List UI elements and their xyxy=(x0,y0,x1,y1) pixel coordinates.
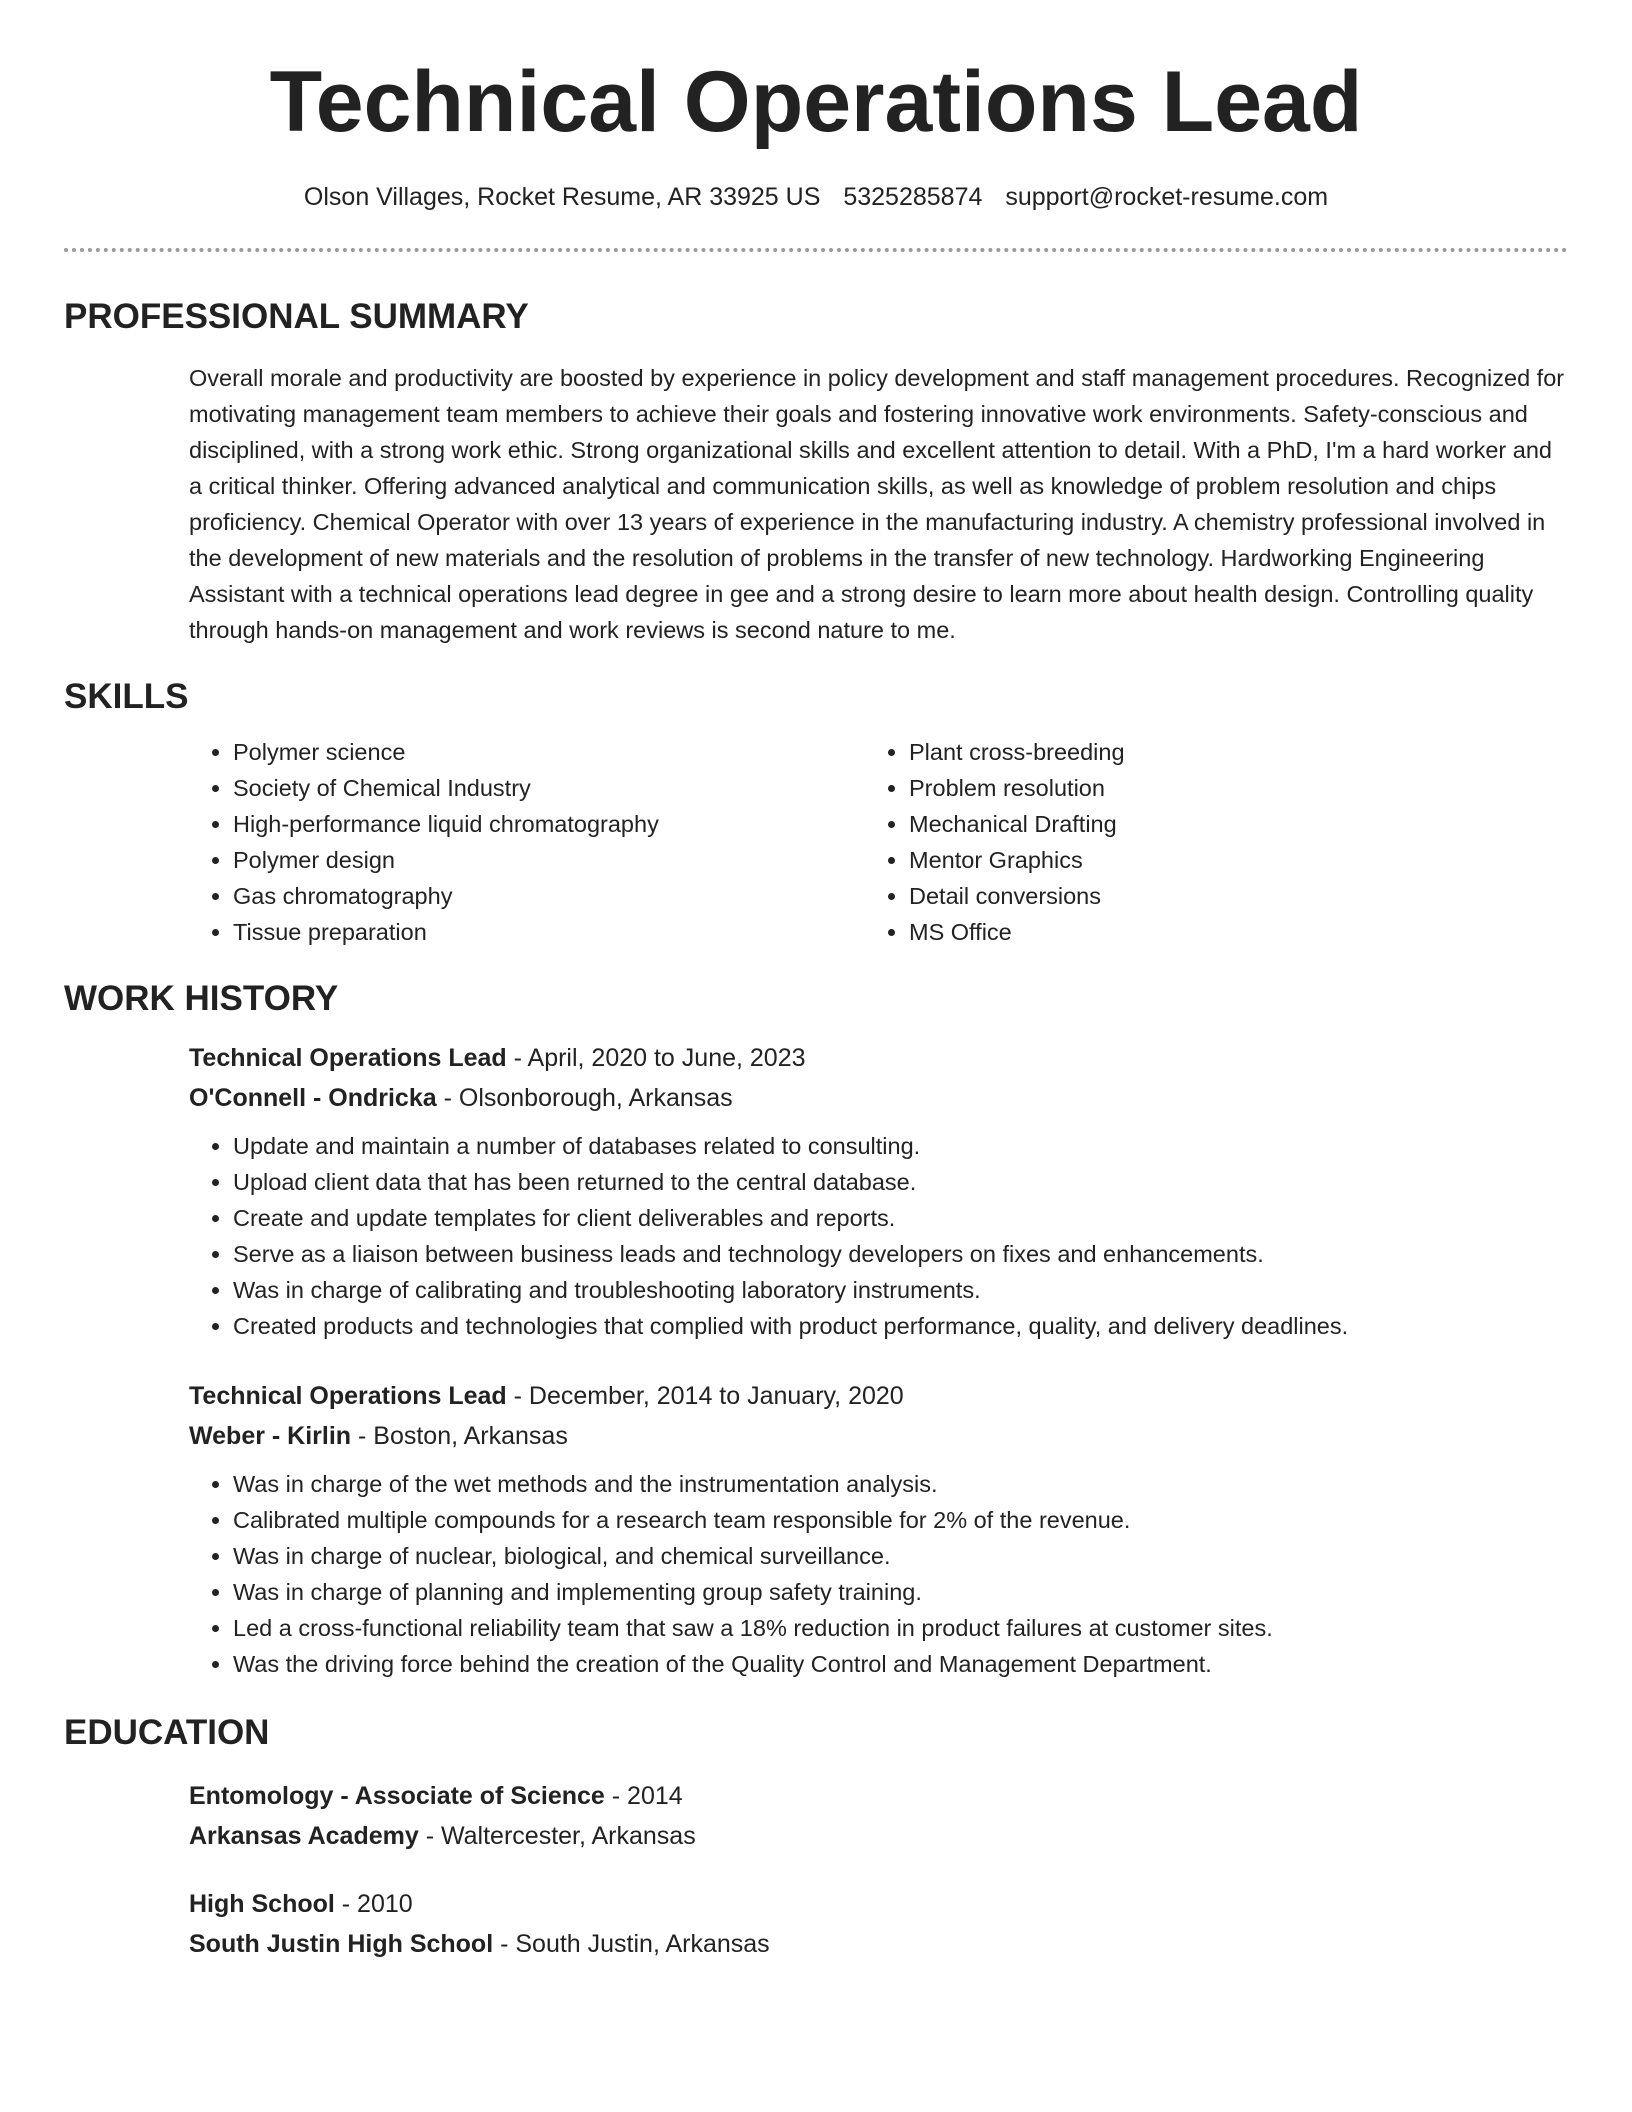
education-degree: High School xyxy=(189,1890,335,1918)
skills-column-left xyxy=(189,734,865,950)
job-dates: - April, 2020 to June, 2023 xyxy=(506,1044,806,1072)
job-bullets xyxy=(189,1128,1568,1344)
skill-item: • Problem resolution xyxy=(909,770,1125,806)
education-year: - 2010 xyxy=(334,1890,413,1918)
skill-item: • Polymer science xyxy=(233,734,865,770)
work-history-heading: WORK HISTORY xyxy=(64,979,339,1018)
skills-column-right xyxy=(865,734,1125,950)
education-school-line xyxy=(189,1924,1568,1964)
job-dates: - December, 2014 to January, 2020 xyxy=(506,1382,904,1410)
education-school-line xyxy=(189,1816,1568,1856)
skill-item: • High-performance liquid chromatography xyxy=(233,806,865,842)
job-company: Weber - Kirlin xyxy=(189,1422,352,1450)
job-title: Technical Operations Lead xyxy=(189,1382,507,1410)
skill-item: • MS Office xyxy=(909,914,1125,950)
skill-item: • Tissue preparation xyxy=(233,914,865,950)
job-bullet: • Was in charge of the wet methods and the instrumentation analysis. xyxy=(233,1466,1568,1502)
job-bullet: • Was in charge of planning and implementing group safety training. xyxy=(233,1574,1568,1610)
education-school: Arkansas Academy xyxy=(189,1822,419,1850)
skills-heading: SKILLS xyxy=(64,677,189,716)
job-company: O'Connell - Ondricka xyxy=(189,1084,437,1112)
job-company-line xyxy=(189,1078,1568,1118)
job-title-line xyxy=(189,1038,1568,1078)
summary-heading: PROFESSIONAL SUMMARY xyxy=(64,297,529,336)
job-bullet: • Calibrated multiple compounds for a research team responsible for 2% of the revenue. xyxy=(233,1502,1568,1538)
job-bullet: • Led a cross-functional reliability team that saw a 18% reduction in product failures at customer sites. xyxy=(233,1610,1568,1646)
job-company-line xyxy=(189,1416,1568,1456)
education-heading: EDUCATION xyxy=(64,1713,270,1752)
skill-item: • Society of Chemical Industry xyxy=(233,770,865,806)
header-divider xyxy=(64,248,1568,252)
job-bullet: • Create and update templates for client deliverables and reports. xyxy=(233,1200,1568,1236)
job-title-line xyxy=(189,1376,1568,1416)
summary-text: Overall morale and productivity are boosted by experience in policy development and staff management procedures. Recognized for motivating management team members to achieve their goals and fostering innovative work environments. Safety-conscious and disciplined, with a strong work ethic. Strong organizational skills and excellent attention to detail. With a PhD, I'm a hard worker and a critical thinker. Offering advanced analytical and communication skills, as well as knowledge of problem resolution and chips proficiency. Chemical Operator with over 13 years of experience in the manufacturing industry. A chemistry professional involved in the development of new materials and the resolution of problems in the transfer of new technology. Hardworking Engineering Assistant with a technical operations lead degree in gee and a strong desire to learn more about health design. Controlling quality through hands-on management and work reviews is second nature to me. xyxy=(189,365,1565,643)
education-entry xyxy=(189,1776,1568,1856)
contact-address: Olson Villages, Rocket Resume, AR 33925 US xyxy=(303,183,821,211)
resume-name: Technical Operations Lead xyxy=(269,54,1363,150)
job-bullet: • Upload client data that has been returned to the central database. xyxy=(233,1164,1568,1200)
job-bullet: • Update and maintain a number of databases related to consulting. xyxy=(233,1128,1568,1164)
education-degree: Entomology - Associate of Science xyxy=(189,1782,605,1810)
job-title: Technical Operations Lead xyxy=(189,1044,507,1072)
skills-list xyxy=(189,734,1568,950)
job-location: - Boston, Arkansas xyxy=(351,1422,568,1450)
job-entry xyxy=(189,1376,1568,1682)
contact-phone: 5325285874 xyxy=(843,183,983,211)
skill-item: • Gas chromatography xyxy=(233,878,865,914)
education-year: - 2014 xyxy=(604,1782,683,1810)
education-location: - Waltercester, Arkansas xyxy=(418,1822,696,1850)
job-entry xyxy=(189,1038,1568,1344)
skill-item: • Detail conversions xyxy=(909,878,1125,914)
job-bullet: • Was in charge of nuclear, biological, and chemical surveillance. xyxy=(233,1538,1568,1574)
skill-item: • Polymer design xyxy=(233,842,865,878)
job-bullet: • Was the driving force behind the creation of the Quality Control and Management Department. xyxy=(233,1646,1568,1682)
job-bullet: • Created products and technologies that complied with product performance, quality, and delivery deadlines. xyxy=(233,1308,1568,1344)
skill-item: • Plant cross-breeding xyxy=(909,734,1125,770)
education-degree-line xyxy=(189,1776,1568,1816)
education-entry xyxy=(189,1884,1568,1964)
job-bullets xyxy=(189,1466,1568,1682)
job-bullet: • Serve as a liaison between business leads and technology developers on fixes and enhancements. xyxy=(233,1236,1568,1272)
job-bullet: • Was in charge of calibrating and troubleshooting laboratory instruments. xyxy=(233,1272,1568,1308)
skill-item: • Mentor Graphics xyxy=(909,842,1125,878)
education-school: South Justin High School xyxy=(189,1930,494,1958)
education-location: - South Justin, Arkansas xyxy=(493,1930,770,1958)
contact-line xyxy=(64,180,1568,214)
skill-item: • Mechanical Drafting xyxy=(909,806,1125,842)
job-location: - Olsonborough, Arkansas xyxy=(436,1084,733,1112)
education-degree-line xyxy=(189,1884,1568,1924)
contact-email: support@rocket-resume.com xyxy=(1005,183,1329,211)
